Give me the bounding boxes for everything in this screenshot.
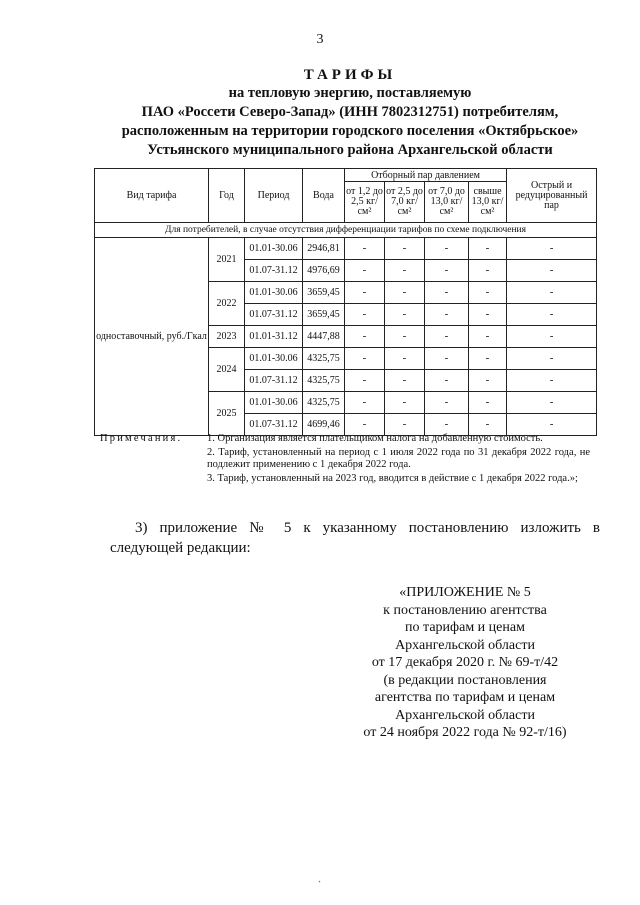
annex-line-5: от 17 декабря 2020 г. № 69-т/42: [371, 655, 559, 670]
header-period: Период: [245, 169, 303, 223]
steam-2-cell: -: [385, 348, 425, 370]
year-cell: 2021: [209, 238, 245, 282]
header-water: Вода: [303, 169, 345, 223]
sharp-steam-cell: -: [507, 260, 597, 282]
steam-3-cell: -: [425, 414, 469, 436]
steam-1-cell: -: [345, 238, 385, 260]
sharp-steam-cell: -: [507, 392, 597, 414]
annex-line-4: Архангельской области: [395, 637, 535, 653]
water-value: 2946,81: [303, 238, 345, 260]
steam-4-cell: -: [469, 282, 507, 304]
steam-4-cell: -: [469, 392, 507, 414]
document-title: ТАРИФЫ: [303, 67, 397, 83]
period-cell: 01.07-31.12: [245, 414, 303, 436]
header-steam-3: от 7,0 до 13,0 кг/см²: [425, 182, 469, 223]
period-cell: 01.01-30.06: [245, 348, 303, 370]
water-value: 4699,46: [303, 414, 345, 436]
steam-4-cell: -: [469, 304, 507, 326]
scan-speck: [318, 880, 321, 883]
period-cell: 01.01-30.06: [245, 392, 303, 414]
annex-line-8: Архангельской области: [395, 707, 535, 723]
steam-3-cell: -: [425, 282, 469, 304]
notes-list: [207, 433, 590, 486]
header-sharp-steam: Острый и редуцированный пар: [507, 169, 597, 223]
period-cell: 01.07-31.12: [245, 260, 303, 282]
sharp-steam-cell: -: [507, 326, 597, 348]
title-block: [90, 66, 610, 160]
water-value: 4447,88: [303, 326, 345, 348]
note-item: 1. Организация является плательщиком налога на добавленную стоимость.: [207, 433, 543, 444]
water-value: 4325,75: [303, 370, 345, 392]
note-item: 3. Тариф, установленный на 2023 год, вводится в действие с 1 декабря 2022 года.»;: [207, 472, 578, 484]
annex-line-2: к постановлению агентства: [383, 602, 547, 618]
year-cell: 2025: [209, 392, 245, 436]
steam-2-cell: -: [385, 326, 425, 348]
notes-label: Примечания.: [100, 433, 183, 444]
header-steam-4: свыше 13,0 кг/см²: [469, 182, 507, 223]
sharp-steam-cell: -: [507, 414, 597, 436]
steam-3-cell: -: [425, 348, 469, 370]
steam-4-cell: -: [469, 348, 507, 370]
title-line-1: на тепловую энергию, поставляемую: [228, 85, 472, 101]
steam-1-cell: -: [345, 282, 385, 304]
steam-3-cell: -: [425, 238, 469, 260]
annex-line-7: агентства по тарифам и ценам: [374, 690, 556, 705]
period-cell: 01.01-31.12: [245, 326, 303, 348]
steam-1-cell: -: [345, 414, 385, 436]
steam-4-cell: -: [469, 238, 507, 260]
annex-line-1: «ПРИЛОЖЕНИЕ № 5: [399, 585, 531, 600]
steam-2-cell: -: [385, 304, 425, 326]
header-year: Год: [209, 169, 245, 223]
sharp-steam-cell: -: [507, 348, 597, 370]
amendment-paragraph: 3) приложение № 5 к указанному постановлению изложить в следующей редакции:: [110, 520, 600, 556]
header-steam-1: от 1,2 до 2,5 кг/см²: [345, 182, 385, 223]
steam-2-cell: -: [385, 414, 425, 436]
period-cell: 01.01-30.06: [245, 238, 303, 260]
annex-line-6: (в редакции постановления: [383, 672, 547, 688]
steam-3-cell: -: [425, 304, 469, 326]
sharp-steam-cell: -: [507, 304, 597, 326]
header-steam-2: от 2,5 до 7,0 кг/см²: [385, 182, 425, 223]
water-value: 4976,69: [303, 260, 345, 282]
period-cell: 01.01-30.06: [245, 282, 303, 304]
tariff-table: [94, 168, 597, 436]
steam-3-cell: -: [425, 370, 469, 392]
steam-1-cell: -: [345, 326, 385, 348]
title-line-4: Устьянского муниципального района Архангельской области: [147, 142, 553, 158]
consumer-row: Для потребителей, в случае отсутствия дифференциации тарифов по схеме подключения: [95, 223, 597, 238]
steam-2-cell: -: [385, 260, 425, 282]
period-cell: 01.07-31.12: [245, 304, 303, 326]
steam-2-cell: -: [385, 370, 425, 392]
steam-4-cell: -: [469, 370, 507, 392]
sharp-steam-cell: -: [507, 282, 597, 304]
steam-3-cell: -: [425, 260, 469, 282]
water-value: 3659,45: [303, 282, 345, 304]
title-line-2: ПАО «Россети Северо-Запад» (ИНН 7802312751) потребителям,: [141, 104, 559, 120]
steam-2-cell: -: [385, 238, 425, 260]
steam-1-cell: -: [345, 348, 385, 370]
steam-1-cell: -: [345, 260, 385, 282]
note-item: 2. Тариф, установленный на период с 1 июля 2022 года по 31 декабря 2022 года, не подлежит применению с 1 декабря 2022 года.: [207, 446, 590, 470]
header-steam-group: Отборный пар давлением: [345, 169, 507, 182]
steam-1-cell: -: [345, 304, 385, 326]
steam-2-cell: -: [385, 282, 425, 304]
steam-3-cell: -: [425, 392, 469, 414]
sharp-steam-cell: -: [507, 370, 597, 392]
water-value: 4325,75: [303, 392, 345, 414]
steam-1-cell: -: [345, 392, 385, 414]
sharp-steam-cell: -: [507, 238, 597, 260]
water-value: 3659,45: [303, 304, 345, 326]
year-cell: 2024: [209, 348, 245, 392]
year-cell: 2023: [209, 326, 245, 348]
page-number: 3: [316, 32, 324, 47]
steam-1-cell: -: [345, 370, 385, 392]
header-tariff-type: Вид тарифа: [95, 169, 209, 223]
period-cell: 01.07-31.12: [245, 370, 303, 392]
steam-4-cell: -: [469, 326, 507, 348]
water-value: 4325,75: [303, 348, 345, 370]
steam-4-cell: -: [469, 414, 507, 436]
annex-header: [345, 584, 585, 742]
title-line-3: расположенным на территории городского поселения «Октябрьское»: [121, 123, 579, 139]
year-cell: 2022: [209, 282, 245, 326]
steam-2-cell: -: [385, 392, 425, 414]
annex-line-3: по тарифам и ценам: [405, 620, 525, 635]
annex-line-9: от 24 ноября 2022 года № 92-т/16): [363, 725, 567, 740]
steam-4-cell: -: [469, 260, 507, 282]
steam-3-cell: -: [425, 326, 469, 348]
tariff-kind: одноставочный, руб./Гкал: [95, 238, 209, 436]
